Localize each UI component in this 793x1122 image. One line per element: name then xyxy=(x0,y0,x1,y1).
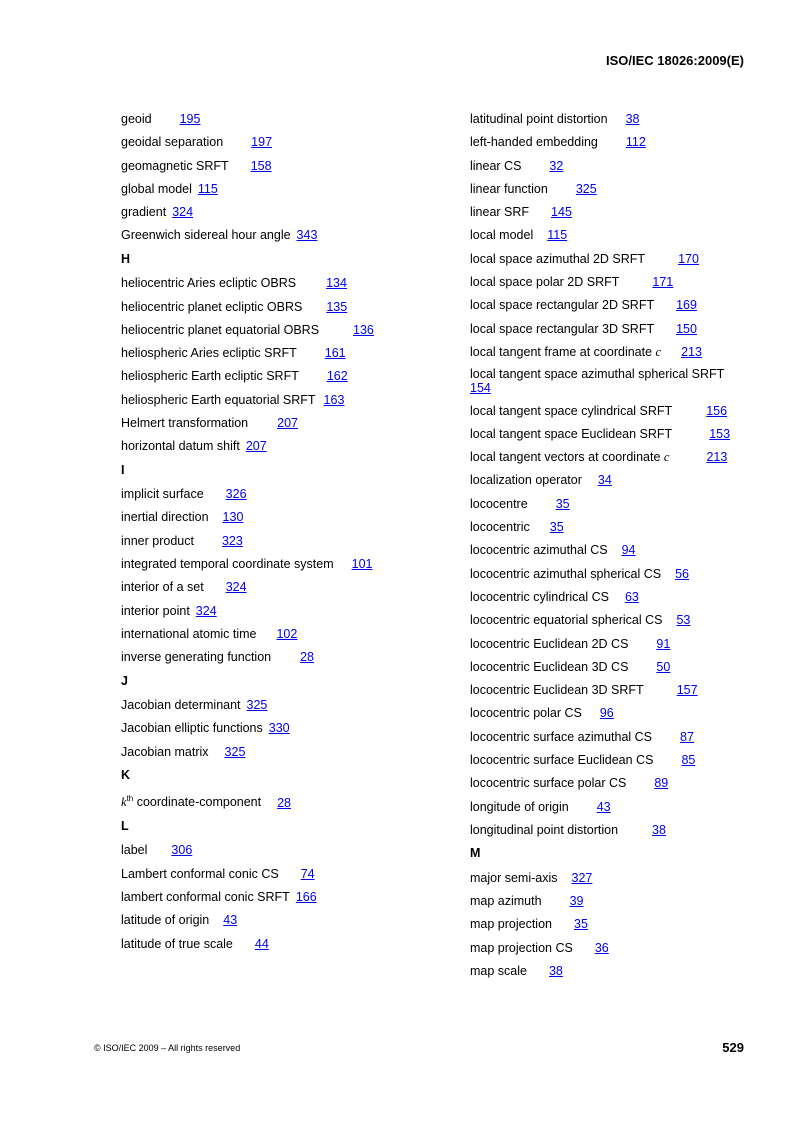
index-term: Lambert conformal conic CS xyxy=(121,866,279,881)
index-entry xyxy=(470,542,755,558)
page-reference-link[interactable]: 325 xyxy=(575,181,597,196)
index-term-superscript: th xyxy=(126,794,134,804)
index-term: longitudinal point distortion xyxy=(470,822,619,837)
index-term: left-handed embedding xyxy=(470,135,598,150)
index-entry xyxy=(470,589,755,605)
index-term: heliospheric Earth ecliptic SRFT xyxy=(121,369,299,384)
index-entry xyxy=(121,322,441,338)
page-reference-link[interactable]: 53 xyxy=(676,613,691,628)
page-reference-link[interactable]: 213 xyxy=(706,450,728,465)
page-reference-link[interactable]: 343 xyxy=(296,228,318,243)
index-term: integrated temporal coordinate system xyxy=(121,557,334,572)
index-entry xyxy=(470,682,755,698)
index-term: Greenwich sidereal hour angle xyxy=(121,228,291,243)
index-entry xyxy=(121,936,441,952)
page-reference-link[interactable]: 96 xyxy=(599,706,614,721)
index-term: latitude of true scale xyxy=(121,936,233,951)
index-entry xyxy=(121,438,441,454)
page-reference-link[interactable]: 130 xyxy=(222,510,244,525)
index-term: latitude of origin xyxy=(121,913,210,928)
page-reference-link[interactable]: 156 xyxy=(706,403,728,418)
index-entry xyxy=(470,251,755,267)
index-column-left xyxy=(121,111,441,959)
index-term: lococentric polar CS xyxy=(470,706,582,721)
index-entry xyxy=(121,791,441,810)
index-section-heading: H xyxy=(121,251,131,266)
index-term: geoidal separation xyxy=(121,135,224,150)
page-reference-link[interactable]: 94 xyxy=(621,543,636,558)
document-header: ISO/IEC 18026:2009(E) xyxy=(605,53,744,68)
page-reference-link[interactable]: 38 xyxy=(548,963,563,978)
page-reference-link[interactable]: 162 xyxy=(326,369,348,384)
index-entry xyxy=(121,158,441,174)
index-term: heliocentric planet ecliptic OBRS xyxy=(121,299,303,314)
index-entry xyxy=(121,626,441,642)
page-reference-link[interactable]: 154 xyxy=(470,381,491,396)
page-reference-link[interactable]: 213 xyxy=(681,344,702,359)
page-reference-link[interactable]: 115 xyxy=(547,228,568,243)
page-reference-link[interactable]: 197 xyxy=(251,135,273,150)
index-entry xyxy=(121,392,441,408)
index-entry xyxy=(121,744,441,760)
page-reference-link[interactable]: 101 xyxy=(351,557,373,572)
page-reference-link[interactable]: 32 xyxy=(549,158,564,173)
page-reference-link[interactable]: 171 xyxy=(652,275,674,290)
page-reference-link[interactable]: 36 xyxy=(594,940,609,955)
page-number: 529 xyxy=(722,1040,744,1055)
index-term: linear SRF xyxy=(470,205,530,220)
index-term: local tangent space cylindrical SRFT xyxy=(470,403,673,418)
page-reference-link[interactable]: 115 xyxy=(197,181,218,196)
index-term: heliospheric Aries ecliptic SRFT xyxy=(121,346,297,361)
index-entry xyxy=(470,893,755,909)
index-entry xyxy=(470,940,755,956)
index-term: heliocentric planet equatorial OBRS xyxy=(121,322,320,337)
page-reference-link[interactable]: 28 xyxy=(277,795,292,810)
page-reference-link[interactable]: 207 xyxy=(277,416,298,431)
index-entry xyxy=(470,636,755,652)
index-term-variable: c xyxy=(655,344,662,359)
index-term: lococentric surface azimuthal CS xyxy=(470,729,653,744)
index-term: inertial direction xyxy=(121,510,209,525)
page-reference-link[interactable]: 43 xyxy=(223,913,238,928)
index-term: label xyxy=(121,843,148,858)
page-reference-link[interactable]: 330 xyxy=(268,721,290,736)
index-term-variable: k xyxy=(121,795,127,810)
index-term: Jacobian elliptic functions xyxy=(121,721,263,736)
page-reference-link[interactable]: 136 xyxy=(353,322,374,337)
index-section-heading: I xyxy=(121,462,125,477)
page-reference-link[interactable]: 163 xyxy=(323,392,345,407)
page-reference-link[interactable]: 63 xyxy=(624,589,639,604)
index-entry xyxy=(470,752,755,768)
index-term: lococentric xyxy=(470,520,530,535)
index-term: implicit surface xyxy=(121,487,204,502)
page-reference-link[interactable]: 35 xyxy=(555,496,570,511)
page-reference-link[interactable]: 323 xyxy=(221,533,243,548)
index-term: global model xyxy=(121,181,192,196)
page-reference-link[interactable]: 91 xyxy=(656,636,671,651)
index-term: local tangent frame at coordinate xyxy=(470,344,653,359)
page-reference-link[interactable]: 89 xyxy=(654,776,669,791)
page-reference-link[interactable]: 157 xyxy=(676,683,698,698)
index-entry xyxy=(470,519,755,535)
page-reference-link[interactable]: 39 xyxy=(569,894,584,908)
page-reference-link[interactable]: 112 xyxy=(625,135,646,150)
index-entry xyxy=(470,496,755,512)
page-reference-link[interactable]: 324 xyxy=(195,603,217,618)
index-entry xyxy=(121,299,441,315)
index-term: map projection CS xyxy=(470,940,573,955)
index-term: local tangent space azimuthal spherical SRFT xyxy=(470,367,725,382)
index-entry xyxy=(470,729,755,745)
page-reference-link[interactable]: 50 xyxy=(656,659,671,674)
index-entry xyxy=(470,181,755,197)
index-entry xyxy=(470,158,755,174)
index-term: Jacobian determinant xyxy=(121,698,241,713)
page-reference-link[interactable]: 102 xyxy=(276,626,298,641)
index-entry xyxy=(470,367,755,395)
index-term: linear function xyxy=(470,181,548,196)
index-entry xyxy=(470,426,755,442)
index-entry xyxy=(121,649,441,665)
index-section-heading: L xyxy=(121,818,129,833)
index-entry xyxy=(121,842,441,858)
page-reference-link[interactable]: 43 xyxy=(596,799,611,814)
index-term: international atomic time xyxy=(121,626,257,641)
index-entry xyxy=(121,603,441,619)
index-entry xyxy=(121,889,441,905)
index-term: map scale xyxy=(470,963,527,978)
index-term: local tangent space Euclidean SRFT xyxy=(470,426,673,441)
page-reference-link[interactable]: 326 xyxy=(225,487,247,502)
index-entry xyxy=(470,775,755,791)
page-reference-link[interactable]: 134 xyxy=(326,276,347,291)
index-entry xyxy=(121,345,441,361)
index-term: latitudinal point distortion xyxy=(470,112,608,126)
index-term: gradient xyxy=(121,205,167,220)
page-reference-link[interactable]: 166 xyxy=(295,889,317,904)
index-entry xyxy=(470,870,755,886)
index-section-heading: J xyxy=(121,673,128,688)
index-entry xyxy=(470,705,755,721)
page-reference-link[interactable]: 145 xyxy=(551,205,572,220)
page-reference-link[interactable]: 158 xyxy=(250,158,272,173)
page-reference-link[interactable]: 150 xyxy=(676,321,697,336)
index-term: localization operator xyxy=(470,473,582,488)
index-term: heliocentric Aries ecliptic OBRS xyxy=(121,276,297,291)
index-term: lococentric equatorial spherical CS xyxy=(470,613,663,628)
index-entry xyxy=(470,659,755,675)
index-term: heliospheric Earth equatorial SRFT xyxy=(121,392,316,407)
page-reference-link[interactable]: 87 xyxy=(680,729,694,744)
index-section-heading: M xyxy=(470,846,481,861)
index-entry xyxy=(470,822,755,838)
page-reference-link[interactable]: 153 xyxy=(709,426,731,441)
index-entry xyxy=(470,344,755,360)
index-entry xyxy=(470,227,755,243)
index-entry xyxy=(470,297,755,313)
index-term: longitude of origin xyxy=(470,799,569,814)
index-term: lococentric Euclidean 2D CS xyxy=(470,636,629,651)
index-term: coordinate-component xyxy=(136,795,262,810)
index-term: lococentre xyxy=(470,496,528,511)
index-entry xyxy=(121,912,441,928)
page-reference-link[interactable]: 85 xyxy=(681,753,696,768)
index-term: Helmert transformation xyxy=(121,416,249,431)
index-term: Jacobian matrix xyxy=(121,744,209,759)
page-reference-link[interactable]: 74 xyxy=(300,866,315,881)
index-entry xyxy=(121,486,441,502)
index-entry xyxy=(470,612,755,628)
index-section-heading: K xyxy=(121,767,131,782)
index-term: inverse generating function xyxy=(121,650,272,665)
index-term: horizontal datum shift xyxy=(121,439,240,454)
page-reference-link[interactable]: 325 xyxy=(246,698,268,713)
index-entry xyxy=(121,697,441,713)
index-term: local model xyxy=(470,228,534,243)
index-term: local space rectangular 2D SRFT xyxy=(470,298,655,313)
index-entry xyxy=(470,916,755,932)
index-entry xyxy=(121,509,441,525)
index-term: geoid xyxy=(121,112,152,126)
page-reference-link[interactable]: 38 xyxy=(625,112,640,126)
page-reference-link[interactable]: 44 xyxy=(254,936,269,951)
index-term: geomagnetic SRFT xyxy=(121,158,229,173)
index-entry xyxy=(121,579,441,595)
index-entry xyxy=(121,181,441,197)
index-entry xyxy=(121,368,441,384)
index-entry xyxy=(121,866,441,882)
index-term: lococentric cylindrical CS xyxy=(470,589,609,604)
index-term: interior point xyxy=(121,603,190,618)
index-entry xyxy=(121,204,441,220)
index-entry xyxy=(121,720,441,736)
index-term: lococentric surface Euclidean CS xyxy=(470,753,654,768)
page-reference-link[interactable]: 195 xyxy=(179,112,201,126)
page-reference-link[interactable]: 161 xyxy=(324,346,346,361)
index-term: inner product xyxy=(121,533,194,548)
index-entry xyxy=(470,204,755,220)
index-entry xyxy=(470,449,755,465)
page-reference-link[interactable]: 325 xyxy=(224,744,246,759)
index-entry xyxy=(470,472,755,488)
index-entry xyxy=(121,533,441,549)
page-reference-link[interactable]: 169 xyxy=(676,298,697,313)
index-term: interior of a set xyxy=(121,580,204,595)
index-entry xyxy=(470,321,755,337)
page-reference-link[interactable]: 207 xyxy=(245,439,267,454)
page-reference-link[interactable]: 135 xyxy=(326,299,348,314)
page-reference-link[interactable]: 28 xyxy=(300,650,315,665)
page-reference-link[interactable]: 324 xyxy=(225,580,247,595)
page-reference-link[interactable]: 324 xyxy=(172,205,194,220)
index-term: lococentric azimuthal CS xyxy=(470,543,608,558)
index-term: lococentric azimuthal spherical CS xyxy=(470,566,662,581)
index-term: local tangent vectors at coordinate xyxy=(470,450,661,465)
index-term: lococentric Euclidean 3D SRFT xyxy=(470,683,644,698)
index-term: major semi-axis xyxy=(470,870,558,885)
page-reference-link[interactable]: 327 xyxy=(571,870,593,885)
page-reference-link[interactable]: 56 xyxy=(675,566,689,581)
index-entry xyxy=(470,799,755,815)
page-reference-link[interactable]: 34 xyxy=(597,473,612,488)
index-term-variable: c xyxy=(663,450,670,465)
index-entry xyxy=(470,403,755,419)
page-reference-link[interactable]: 35 xyxy=(574,917,588,932)
index-entry xyxy=(470,111,755,127)
page-reference-link[interactable]: 35 xyxy=(549,520,564,535)
index-entry xyxy=(470,134,755,150)
index-term: map projection xyxy=(470,917,552,932)
index-entry xyxy=(121,227,441,243)
index-entry xyxy=(121,134,441,150)
index-entry xyxy=(121,275,441,291)
index-term: linear CS xyxy=(470,158,522,173)
index-entry xyxy=(470,566,755,582)
page-reference-link[interactable]: 170 xyxy=(678,251,699,266)
index-entry xyxy=(121,556,441,572)
page-reference-link[interactable]: 306 xyxy=(171,843,193,858)
index-entry xyxy=(470,963,755,979)
index-term: map azimuth xyxy=(470,894,542,908)
copyright-notice: © ISO/IEC 2009 – All rights reserved xyxy=(94,1043,241,1053)
index-term: local space azimuthal 2D SRFT xyxy=(470,251,646,266)
index-entry xyxy=(121,415,441,431)
index-term: local space polar 2D SRFT xyxy=(470,275,620,290)
index-entry xyxy=(121,111,441,127)
index-column-right xyxy=(470,111,755,986)
page-reference-link[interactable]: 38 xyxy=(652,822,666,837)
index-term: lococentric surface polar CS xyxy=(470,776,627,791)
index-entry xyxy=(470,274,755,290)
index-term: lococentric Euclidean 3D CS xyxy=(470,659,629,674)
index-term: local space rectangular 3D SRFT xyxy=(470,321,655,336)
index-term: lambert conformal conic SRFT xyxy=(121,889,290,904)
